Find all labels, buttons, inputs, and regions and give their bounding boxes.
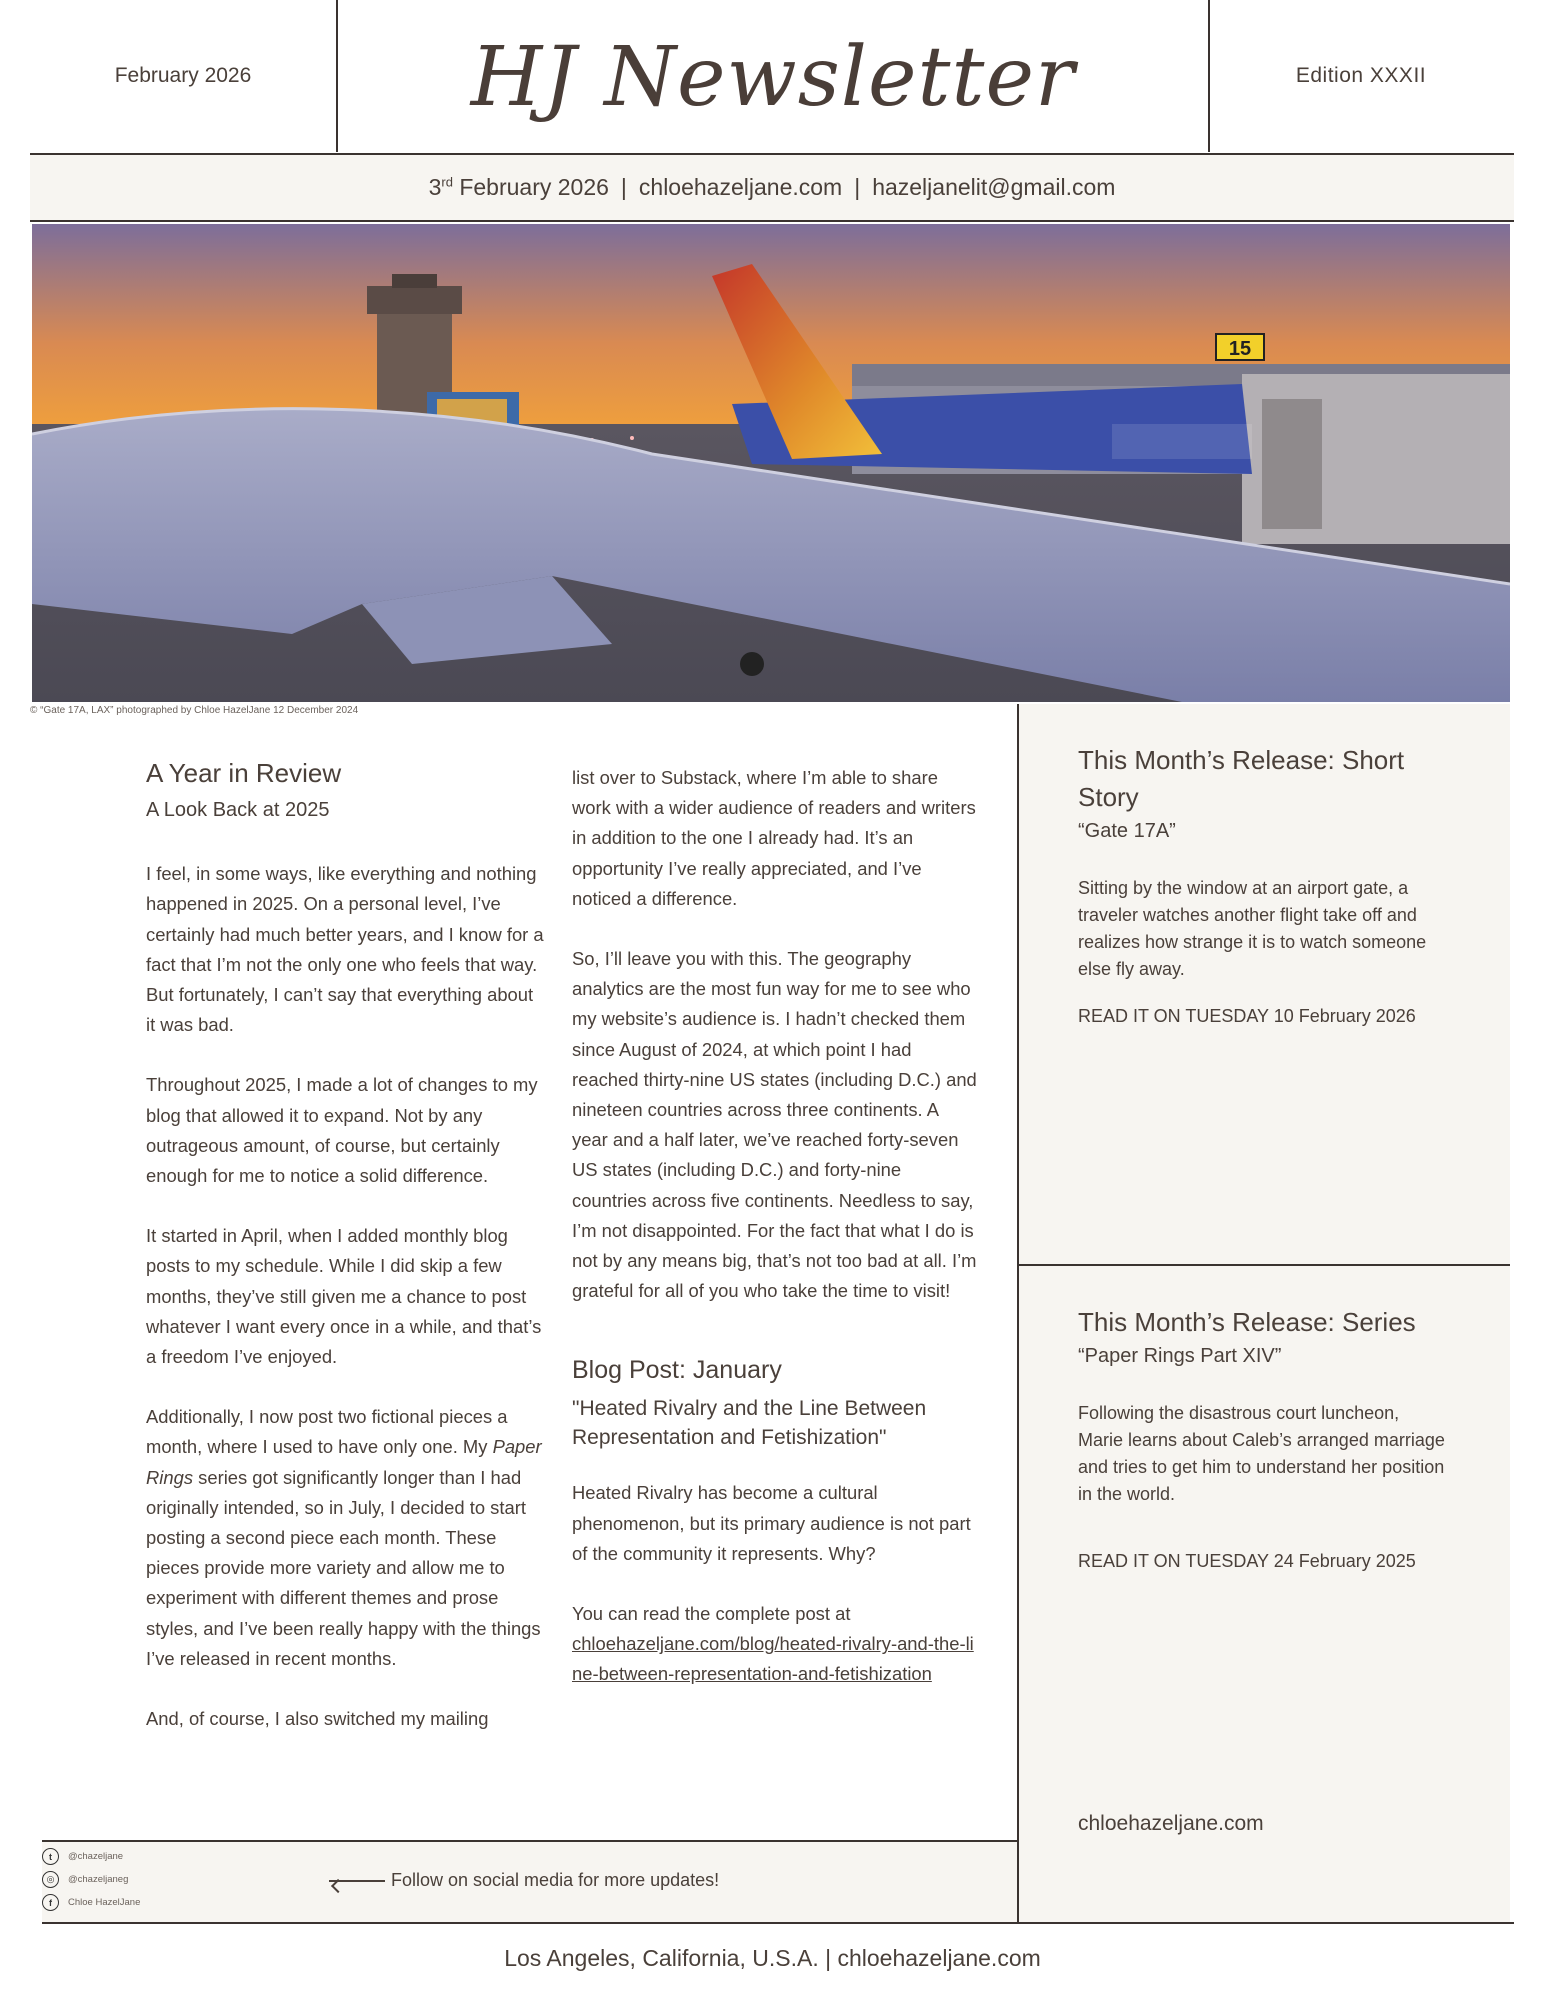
instagram-handle: @chazeljaneg bbox=[68, 1874, 129, 1885]
footer-location: Los Angeles, California, U.S.A. | chloehazeljane.com bbox=[504, 1945, 1041, 1971]
short-story-release-date: READ IT ON TUESDAY 10 February 2026 bbox=[1078, 1006, 1416, 1026]
instagram-icon: ◎ bbox=[42, 1871, 59, 1888]
series-summary: Following the disastrous court luncheon, Marie learns about Caleb’s arranged marriage and tries to get him to understand her position in the world. bbox=[1078, 1403, 1445, 1504]
photo-caption: © “Gate 17A, LAX” photographed by Chloe HazelJane 12 December 2024 bbox=[30, 705, 359, 716]
short-story-summary: Sitting by the window at an airport gate, a traveler watches another flight take off and realizes how strange it is to watch someone else fly away. bbox=[1078, 878, 1427, 979]
review-paragraph: Throughout 2025, I made a lot of changes to my blog that allowed it to expand. Not by any outrageous amount, of course, but certainly enough for me to notice a solid difference. bbox=[146, 1074, 538, 1187]
twitter-row[interactable] bbox=[42, 1848, 123, 1865]
blog-post-subtitle: "Heated Rivalry and the Line Between Representation and Fetishization" bbox=[572, 1397, 927, 1450]
blog-read-prefix: You can read the complete post at bbox=[572, 1603, 851, 1625]
review-paragraph: It started in April, when I added monthly blog posts to my schedule. While I did skip a few months, they’ve still given me a chance to post whatever I want every once in a while, and that’s a freedom I’ve enjoyed. bbox=[146, 1225, 542, 1368]
hero-photo bbox=[32, 224, 1510, 702]
left-arrow-icon bbox=[329, 1880, 385, 1882]
follow-message: Follow on social media for more updates! bbox=[329, 1870, 719, 1891]
gate-number: 15 bbox=[1228, 338, 1252, 360]
twitter-handle: @chazeljane bbox=[68, 1851, 124, 1862]
date-bar: 3rd February 2026 | chloehazeljane.com | hazeljanelit@gmail.com bbox=[30, 155, 1514, 222]
website-link[interactable]: chloehazeljane.com bbox=[638, 174, 843, 200]
sidebar-divider bbox=[1017, 704, 1019, 1922]
masthead-edition: Edition XXXII bbox=[1295, 64, 1427, 87]
social-media-bar bbox=[42, 1840, 1017, 1922]
facebook-handle: Chloe HazelJane bbox=[68, 1897, 141, 1908]
series-release bbox=[1078, 1304, 1448, 1575]
blog-post-summary: Heated Rivalry has become a cultural phenomenon, but its primary audience is not part of the community it represents. Why? bbox=[572, 1482, 971, 1564]
facebook-icon: f bbox=[42, 1894, 59, 1911]
sidebar-website-link[interactable]: chloehazeljane.com bbox=[1078, 1812, 1264, 1835]
short-story-title: This Month’s Release: Short Story bbox=[1078, 745, 1405, 812]
sidebar-section-rule bbox=[1019, 1264, 1510, 1266]
review-paragraph: Additionally, I now post two fictional pieces a month, where I used to have only one. My Paper Rings series got significantly longer than I had originally intended, so in July, I decided to start posting a second piece each month. These pieces provide more variety and allow me to experiment with different themes and prose styles, and I’ve been really happy with the things I’ve released in recent months. bbox=[146, 1406, 542, 1669]
short-story-name: “Gate 17A” bbox=[1078, 820, 1176, 842]
twitter-icon: t bbox=[42, 1848, 59, 1865]
series-release-date: READ IT ON TUESDAY 24 February 2025 bbox=[1078, 1551, 1416, 1571]
masthead-date: February 2026 bbox=[114, 64, 252, 87]
year-review-title: A Year in Review bbox=[146, 758, 342, 788]
instagram-row[interactable] bbox=[42, 1871, 128, 1888]
year-review-continued-column bbox=[572, 763, 977, 1690]
email-link[interactable]: hazeljanelit@gmail.com bbox=[872, 174, 1116, 200]
year-review-subtitle: A Look Back at 2025 bbox=[146, 799, 330, 821]
review-paragraph: I feel, in some ways, like everything and nothing happened in 2025. On a personal level, I’ve certainly had much better years, and I know for a fact that I’m not the only one who feels that way. But fortunately, I can’t say that everything about it was bad. bbox=[146, 863, 544, 1036]
footer-rule bbox=[42, 1922, 1514, 1924]
review-paragraph: So, I’ll leave you with this. The geography analytics are the most fun way for me to see who my website’s audience is. I hadn’t checked them since August of 2024, at which point I had reached thirty-nine US states (including D.C.) and nineteen countries across three continents. A year and a half later, we’ve reached forty-seven US states (including D.C.) and forty-nine countries across five continents. Needless to say, I’m not disappointed. For the fact that what I do is not by any means big, that’s not too bad at all. I’m grateful for all of you who take the time to visit! bbox=[572, 948, 977, 1302]
blog-post-link[interactable]: chloehazeljane.com/blog/heated-rivalry-and-the-line-between-representation-and-fetishization bbox=[572, 1633, 974, 1685]
newsletter-title: HJ Newsletter bbox=[470, 29, 1076, 125]
issue-date: 3rd February 2026 bbox=[428, 174, 609, 200]
year-review-column bbox=[146, 757, 546, 1764]
review-paragraph: And, of course, I also switched my mailing bbox=[146, 1708, 489, 1730]
facebook-row[interactable] bbox=[42, 1894, 140, 1911]
series-title: This Month’s Release: Series bbox=[1078, 1307, 1416, 1337]
review-paragraph: list over to Substack, where I’m able to share work with a wider audience of readers and writers in addition to the one I already had. It’s an opportunity I’ve really appreciated, and I’ve noticed a difference. bbox=[572, 767, 976, 909]
series-name: “Paper Rings Part XIV” bbox=[1078, 1345, 1282, 1367]
blog-post-title: Blog Post: January bbox=[572, 1356, 782, 1385]
airport-sunset-illustration bbox=[32, 224, 1510, 702]
short-story-release bbox=[1078, 742, 1448, 1030]
